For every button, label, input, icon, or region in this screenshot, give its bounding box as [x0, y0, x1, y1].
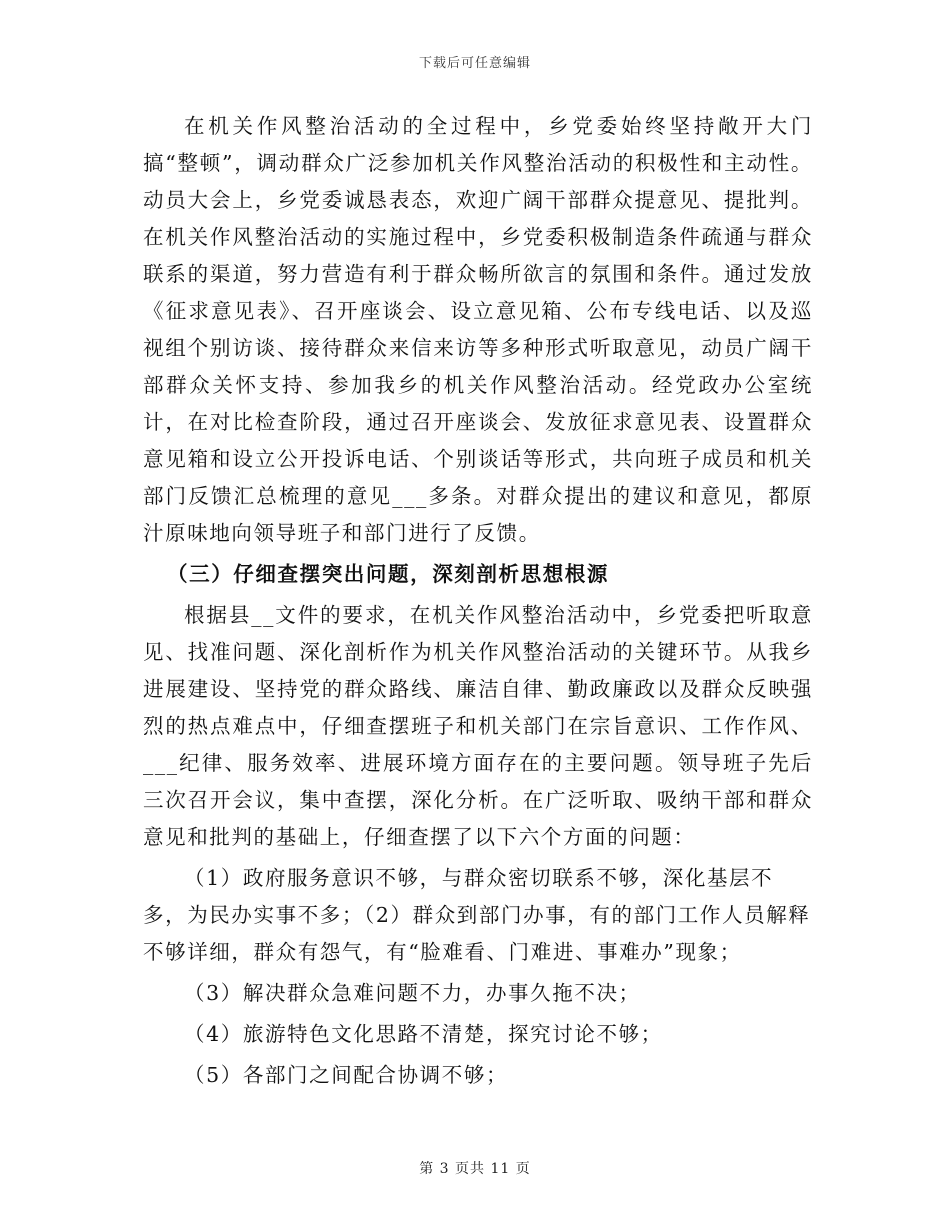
list-item-5: （5）各部门之间配合协调不够； [184, 1063, 509, 1087]
paragraph-feedback: 在机关作风整治活动的全过程中，乡党委始终坚持敞开大门搞“整顿”，调动群众广泛参加机关作风整治活动的积极性和主动性。动员大会上，乡党委诚恳表态，欢迎广阔干部群众提意见、提批判。在机关作风整治活动的实施过程中，乡党委积极制造条件疏通与群众联系的渠道，努力营造有利于群众畅所欲言的氛围和条件。通过发放《征求意见表》、召开座谈会、设立意见箱、公布专线电话、以及巡视组个别访谈、接待群众来信来访等多种形式听取意见，动员广阔干部群众关怀支持、参加我乡的机关作风整治活动。经党政办公室统计，在对比检查阶段，通过召开座谈会、发放征求意见表、设置群众意见箱和设立公开投诉电话、个别谈话等形式，共向班子成员和机关部门反馈汇总梳理的意见___多条。对群众提出的建议和意见，都原汁原味地向领导班子和部门进行了反馈。 [143, 114, 813, 545]
list-item-3: （3）解决群众急难问题不力，办事久拖不决； [184, 981, 641, 1005]
paragraph-problems: 根据县__文件的要求，在机关作风整治活动中，乡党委把听取意见、找准问题、深化剖析作为机关作风整治活动的关键环节。从我乡进展建设、坚持党的群众路线、廉洁自律、勤政廉政以及群众反映强烈的热点难点中，仔细查摆班子和机关部门在宗旨意识、工作作风、___纪律、服务效率、进展环境方面存在的主要问题。领导班子先后三次召开会议，集中查摆，深化分析。在广泛听取、吸纳干部和群众意见和批判的基础上，仔细查摆了以下六个方面的问题： [143, 603, 813, 849]
page-header: 下载后可任意编辑 [418, 56, 531, 71]
document-body [143, 108, 813, 1094]
list-item-4: （4）旅游特色文化思路不清楚，探究讨论不够； [184, 1022, 663, 1046]
list-item-1-2: （1）政府服务意识不够，与群众密切联系不够，深化基层不多，为民办实事不多；（2）群众到部门办事，有的部门工作人员解释不够详细，群众有怨气，有“脸难看、门难进、事难办”现象； [143, 866, 811, 964]
section-heading-3: （三）仔细查摆突出问题，深刻剖析思想根源 [167, 562, 609, 586]
page-footer: 第 3 页共 11 页 [419, 1161, 531, 1177]
